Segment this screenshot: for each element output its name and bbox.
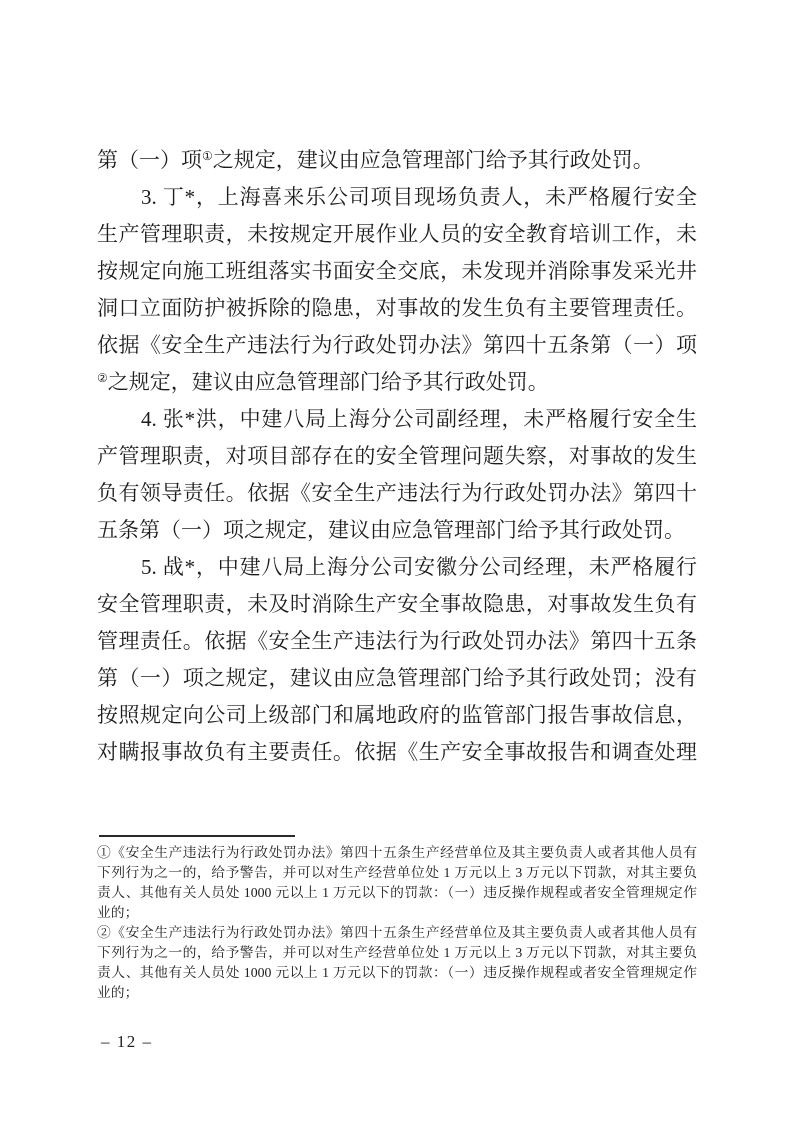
body-line: 洞口立面防护被拆除的隐患，对事故的发生负有主要管理责任。: [97, 296, 697, 320]
footnote-line: 业的；: [97, 985, 139, 1000]
body-line: 安全管理职责，未及时消除生产安全事故隐患，对事故发生负有: [97, 592, 697, 616]
footnote-ref: ②: [97, 371, 108, 385]
body-line: 3. 丁*，上海喜来乐公司项目现场负责人，未严格履行安全: [141, 185, 697, 209]
footnote-ref: ①: [202, 149, 213, 163]
footnote-line: 下列行为之一的，给予警告，并可以对生产经营单位处 1 万元以上 3 万元以下罚款，对其主要负: [97, 865, 697, 880]
footnote-line: 责人、其他有关人员处 1000 元以上 1 万元以下的罚款：（一）违反操作规程或者安全管理规定作: [97, 965, 697, 980]
body-line: 4. 张*洪，中建八局上海分公司副经理，未严格履行安全生: [141, 407, 697, 431]
footnote-separator: [99, 835, 295, 837]
footnotes: [97, 843, 697, 1003]
footnote-line: 业的；: [97, 905, 139, 920]
body-line: 五条第（一）项之规定，建议由应急管理部门给予其行政处罚。: [97, 518, 685, 542]
body-line: ②之规定，建议由应急管理部门给予其行政处罚。: [97, 370, 549, 394]
footnote-line: 下列行为之一的，给予警告，并可以对生产经营单位处 1 万元以上 3 万元以下罚款，对其主要负: [97, 945, 697, 960]
body-line: 第（一）项①之规定，建议由应急管理部门给予其行政处罚。: [97, 148, 654, 172]
body-line: 生产管理职责，未按规定开展作业人员的安全教育培训工作，未: [97, 222, 697, 246]
body-line: 产管理职责，对项目部存在的安全管理问题失察，对事故的发生: [97, 444, 697, 468]
body-line: 按规定向施工班组落实书面安全交底，未发现并消除事发采光井: [97, 259, 697, 283]
body-line: 按照规定向公司上级部门和属地政府的监管部门报告事故信息，: [97, 703, 697, 727]
footnote-line: ②《安全生产违法行为行政处罚办法》第四十五条生产经营单位及其主要负责人或者其他人员有: [97, 925, 697, 940]
body-line: 对瞒报事故负有主要责任。依据《生产安全事故报告和调查处理: [97, 740, 697, 764]
body-line: 管理责任。依据《安全生产违法行为行政处罚办法》第四十五条: [97, 629, 697, 653]
document-body: [97, 142, 697, 771]
body-line: 第（一）项之规定，建议由应急管理部门给予其行政处罚；没有: [97, 666, 697, 690]
footnote-line: 责人、其他有关人员处 1000 元以上 1 万元以下的罚款：（一）违反操作规程或者安全管理规定作: [97, 885, 697, 900]
body-line: 5. 战*，中建八局上海分公司安徽分公司经理，未严格履行: [141, 555, 697, 579]
body-line: 负有领导责任。依据《安全生产违法行为行政处罚办法》第四十: [97, 481, 697, 505]
footnote-item: [97, 923, 697, 1003]
footnote-line: ①《安全生产违法行为行政处罚办法》第四十五条生产经营单位及其主要负责人或者其他人员有: [97, 845, 697, 860]
body-line: 依据《安全生产违法行为行政处罚办法》第四十五条第（一）项: [97, 333, 697, 357]
footnote-item: [97, 843, 697, 923]
page-number: – 12 –: [101, 1032, 153, 1051]
